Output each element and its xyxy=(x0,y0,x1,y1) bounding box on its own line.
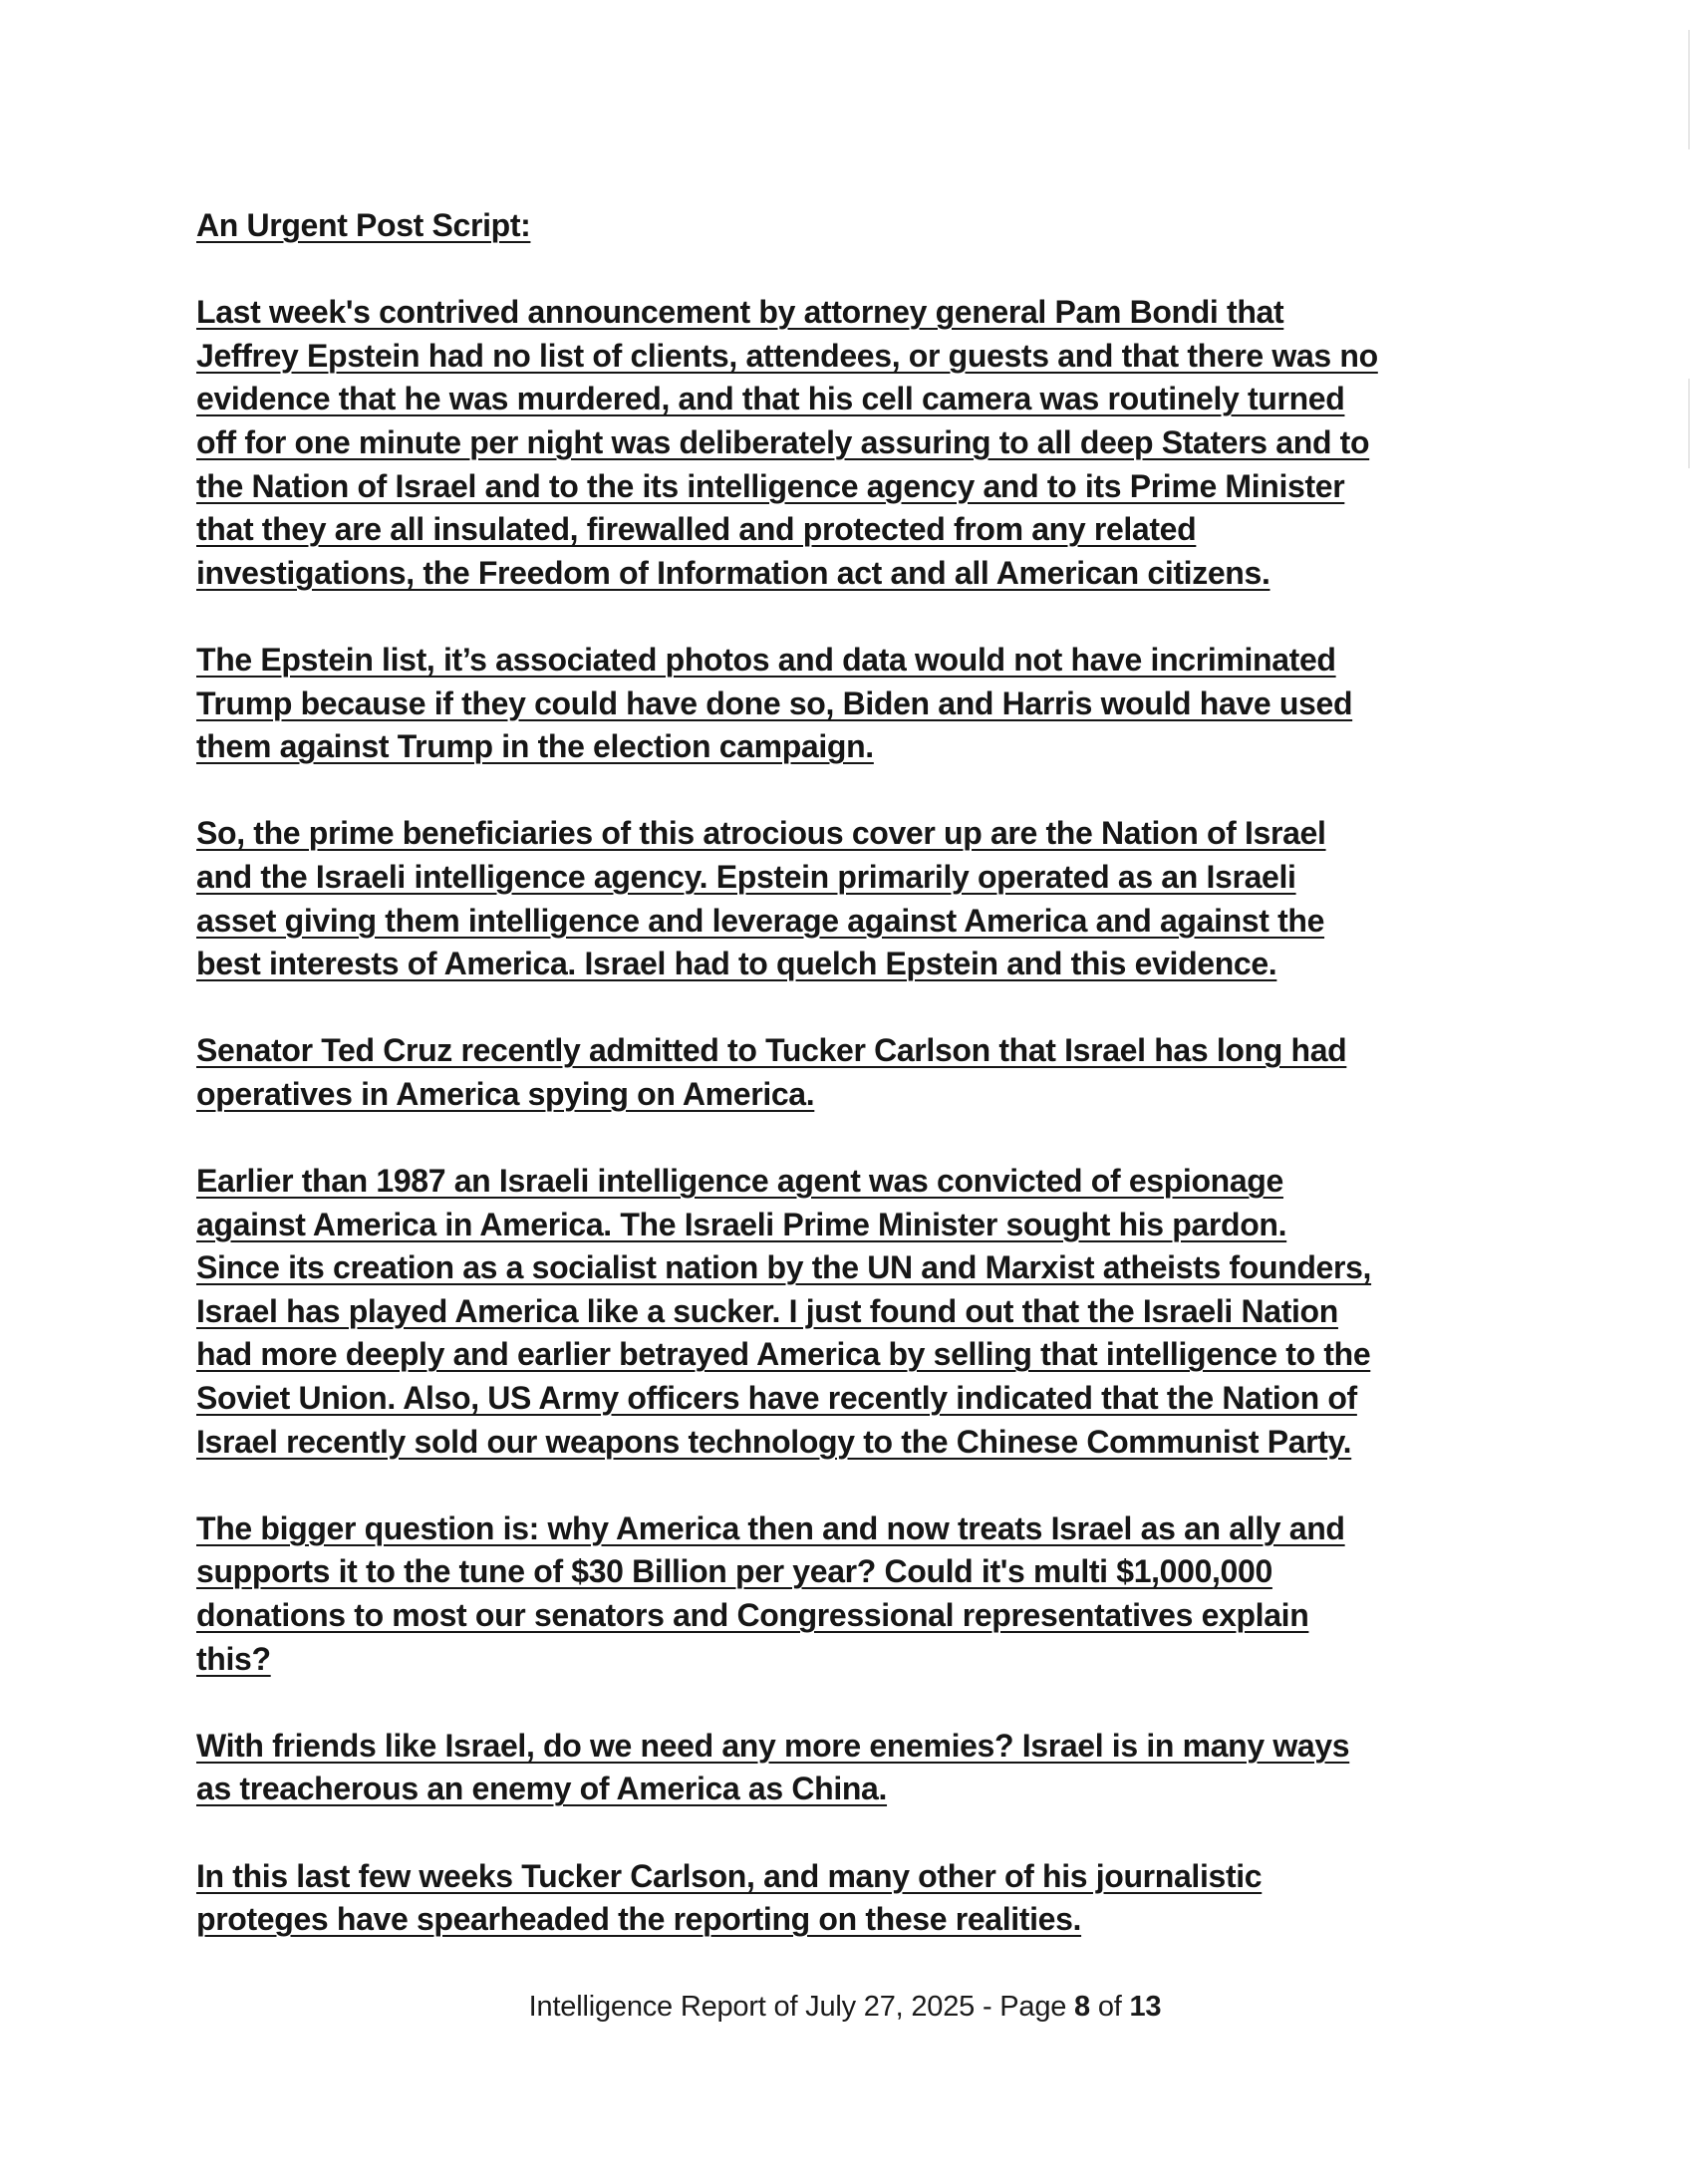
text-line: Last week's contrived announcement by attorney general Pam Bondi that xyxy=(196,294,1284,331)
footer-page-number: 8 xyxy=(1074,1991,1090,2023)
text-line: investigations, the Freedom of Information act and all American citizens. xyxy=(196,554,1270,591)
text-line: So, the prime beneficiaries of this atrocious cover up are the Nation of Israel xyxy=(196,815,1326,852)
text-line: that they are all insulated, firewalled and protected from any related xyxy=(196,511,1197,548)
text-line: donations to most our senators and Congressional representatives explain xyxy=(196,1597,1309,1633)
paragraph-4 xyxy=(196,1029,1502,1116)
post-script-heading: An Urgent Post Script: xyxy=(196,207,531,243)
paragraph-8 xyxy=(196,1855,1502,1942)
text-line: evidence that he was murdered, and that his cell camera was routinely turned xyxy=(196,381,1345,417)
paragraph-5 xyxy=(196,1160,1502,1464)
paragraph-3 xyxy=(196,812,1502,985)
footer-page-total: 13 xyxy=(1129,1991,1162,2023)
text-line: against America in America. The Israeli Prime Minister sought his pardon. xyxy=(196,1206,1287,1242)
text-line: Senator Ted Cruz recently admitted to Tucker Carlson that Israel has long had xyxy=(196,1032,1347,1069)
paragraph-7 xyxy=(196,1725,1502,1811)
text-line: supports it to the tune of $30 Billion per year? Could it's multi $1,000,000 xyxy=(196,1553,1272,1590)
text-line: Israel has played America like a sucker. I just found out that the Israeli Nation xyxy=(196,1292,1338,1329)
footer-report-label: Intelligence Report of July 27, 2025 - Page xyxy=(528,1991,1075,2023)
text-line: operatives in America spying on America. xyxy=(196,1075,815,1112)
page-footer xyxy=(0,1991,1690,2024)
text-line: Israel recently sold our weapons technology to the Chinese Communist Party. xyxy=(196,1423,1352,1460)
text-line: The bigger question is: why America then and now treats Israel as an ally and xyxy=(196,1509,1345,1546)
text-line: The Epstein list, it’s associated photos and data would not have incriminated xyxy=(196,641,1336,678)
text-line: as treacherous an enemy of America as China. xyxy=(196,1771,888,1807)
text-line: off for one minute per night was deliberately assuring to all deep Staters and to xyxy=(196,423,1370,460)
text-line: best interests of America. Israel had to quelch Epstein and this evidence. xyxy=(196,946,1277,982)
text-line: and the Israeli intelligence agency. Epstein primarily operated as an Israeli xyxy=(196,858,1296,895)
footer-of-text: of xyxy=(1089,1991,1130,2023)
text-line: them against Trump in the election campaign. xyxy=(196,728,874,765)
paragraph-list xyxy=(196,291,1502,1942)
paragraph-1 xyxy=(196,291,1502,595)
document-body xyxy=(196,204,1502,1985)
text-line: Jeffrey Epstein had no list of clients, attendees, or guests and that there was no xyxy=(196,337,1378,374)
text-line: In this last few weeks Tucker Carlson, and many other of his journalistic xyxy=(196,1857,1263,1894)
text-line: asset giving them intelligence and leverage against America and against the xyxy=(196,902,1325,939)
text-line: proteges have spearheaded the reporting on these realities. xyxy=(196,1901,1082,1938)
paragraph-6 xyxy=(196,1507,1502,1681)
text-line: Trump because if they could have done so, Biden and Harris would have used xyxy=(196,684,1353,721)
text-line: With friends like Israel, do we need any more enemies? Israel is in many ways xyxy=(196,1727,1350,1764)
text-line: Earlier than 1987 an Israeli intelligence agent was convicted of espionage xyxy=(196,1163,1283,1200)
text-line: the Nation of Israel and to the its intelligence agency and to its Prime Minister xyxy=(196,467,1345,504)
paragraph-2 xyxy=(196,639,1502,769)
text-line: had more deeply and earlier betrayed America by selling that intelligence to the xyxy=(196,1336,1371,1373)
text-line: Since its creation as a socialist nation by the UN and Marxist atheists founders, xyxy=(196,1249,1372,1286)
text-line: Soviet Union. Also, US Army officers have recently indicated that the Nation of xyxy=(196,1380,1357,1417)
text-line: this? xyxy=(196,1640,271,1677)
